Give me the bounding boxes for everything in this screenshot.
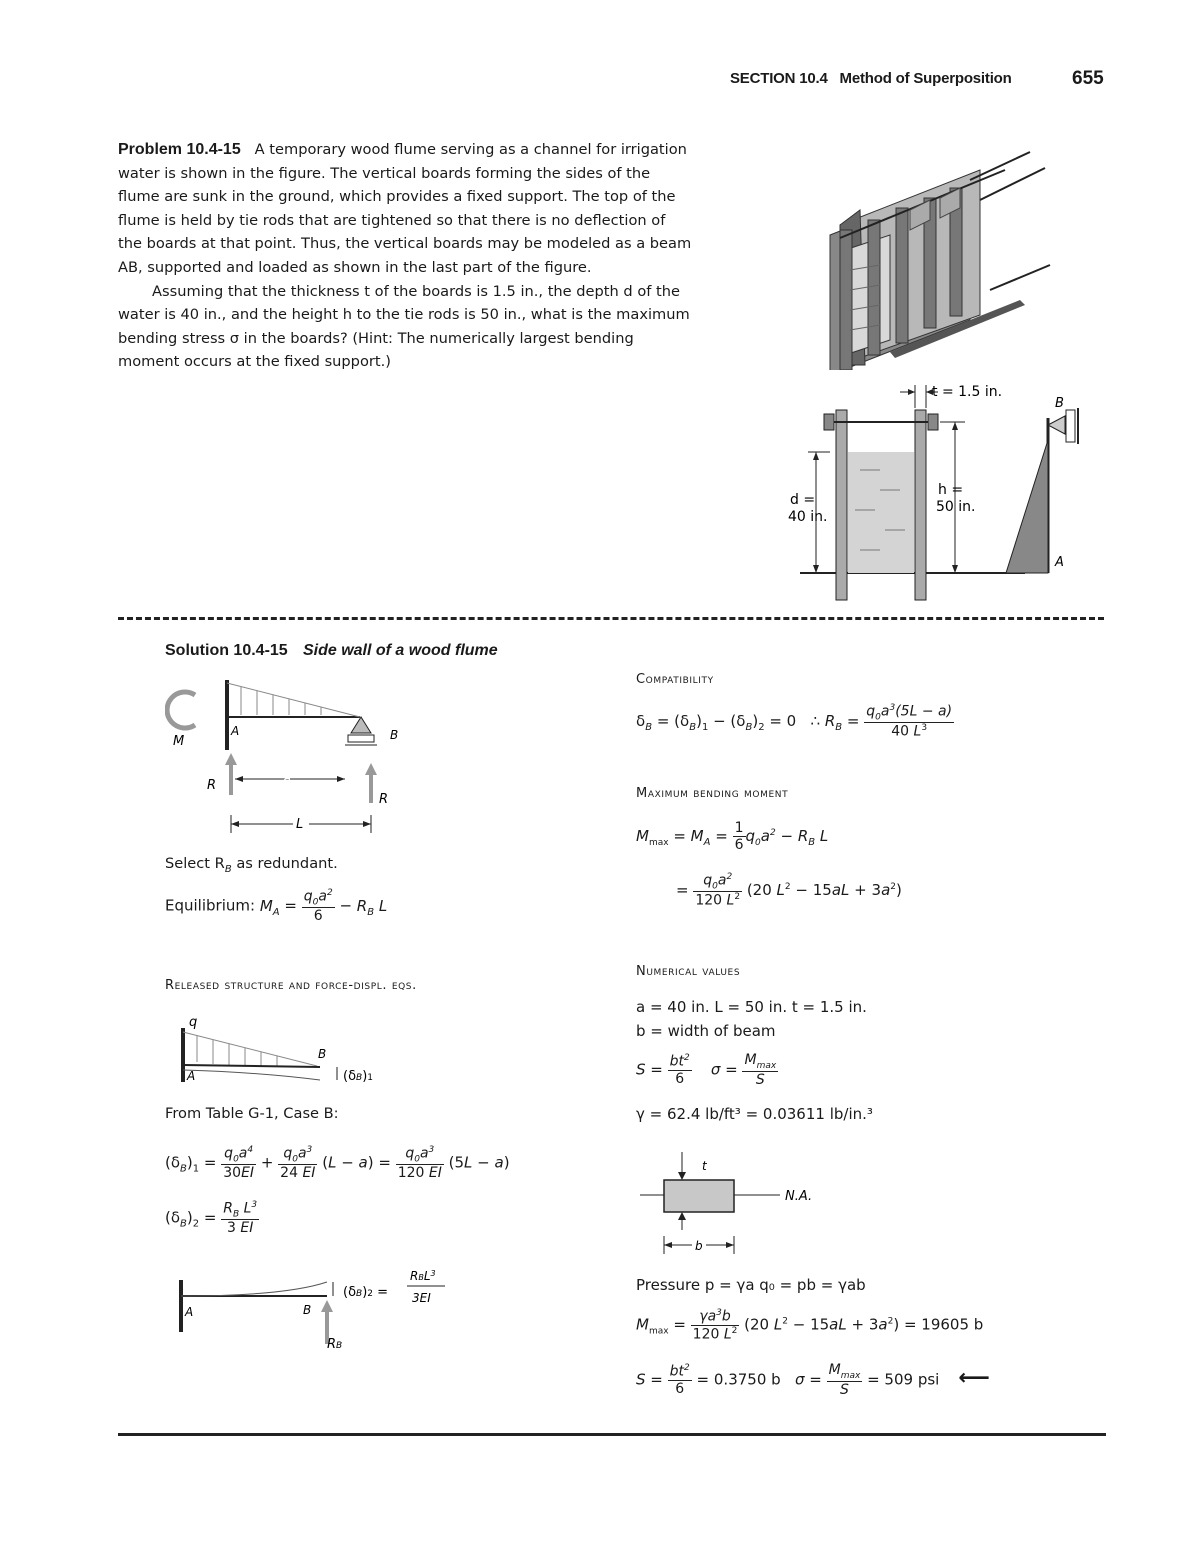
t-label: t = 1.5 in. bbox=[932, 384, 1003, 400]
section-modulus-definition: S = $\frac{bt^2}{6}$ σ = $\frac{M_{max}}{S}$ bbox=[636, 1052, 777, 1088]
svg-text:(δB)1: (δB)1 bbox=[343, 1069, 374, 1084]
from-table: From Table G-1, Case B: bbox=[165, 1105, 339, 1122]
label-a: A bbox=[231, 724, 240, 738]
numerical-values-line: a = 40 in. L = 50 in. t = 1.5 in. bbox=[636, 998, 867, 1016]
problem-statement bbox=[118, 138, 693, 374]
label-ma: M bbox=[173, 734, 185, 749]
h-value: 50 in. bbox=[936, 499, 976, 515]
equilibrium-equation: Equilibrium: $M_A$ = $\frac{q_0a^2}{6}$ − $R_B$ L bbox=[165, 888, 388, 925]
select-redundant: Select $R_B$ as redundant. bbox=[165, 855, 338, 875]
width-definition: b = width of beam bbox=[636, 1022, 776, 1040]
left-board bbox=[836, 410, 847, 600]
stress-result-line: S = $\frac{bt^2}{6}$ = 0.3750 b σ = $\frac{M_{max}}{S}$ = 509 psi ⟵ bbox=[636, 1362, 990, 1398]
beam-point-b: B bbox=[1055, 396, 1064, 411]
roller-support bbox=[351, 717, 371, 733]
bottom-rule bbox=[118, 1433, 1106, 1436]
label-b-dim: b bbox=[695, 1239, 703, 1253]
label-ra: R bbox=[207, 778, 217, 793]
svg-text:A: A bbox=[185, 1305, 194, 1319]
svg-text:(δB)2 =: (δB)2 = bbox=[343, 1285, 389, 1300]
svg-text:A: A bbox=[187, 1069, 196, 1083]
water-region bbox=[848, 452, 914, 573]
svg-text:B: B bbox=[303, 1303, 312, 1317]
deflection-1-equation: $(\delta_B)_1$ = $\frac{q_0a^4}{30EI}$ + $\frac{q_0a^3}{24 EI}$ (L − a) = $\frac{q_0a^3}{120 EI}$ (5L − a) bbox=[165, 1145, 510, 1182]
flume-illustration bbox=[820, 140, 1060, 370]
compatibility-equation: $\delta_B = (\delta_B)_1 - (\delta_B)_2 = 0$ ∴ $R_B$ = $\frac{q_0a^3(5L - a)}{40 L^3}$ bbox=[636, 703, 953, 741]
beam-diagram-redundant bbox=[165, 1262, 465, 1357]
stress-result: = 509 psi bbox=[867, 1370, 940, 1389]
numerical-heading: Numerical values bbox=[636, 964, 741, 979]
d-value: 40 in. bbox=[788, 509, 828, 525]
solution-title: Side wall of a wood flume bbox=[302, 642, 498, 659]
label-a-dim: a bbox=[283, 772, 291, 787]
flume-cross-section bbox=[780, 380, 1100, 605]
label-t: t bbox=[702, 1159, 707, 1173]
h-label: h = bbox=[938, 482, 964, 498]
problem-paragraph-2: Assuming that the thickness t of the boards is 1.5 in., the depth d of the water is 40 in., and the height h to the tie rods is 50 in., what is the maximum bending stress σ in the boards? (Hint: The numerically largest bending moment occurs at the fixed support.) bbox=[118, 282, 690, 371]
max-moment-heading: Maximum bending moment bbox=[636, 786, 789, 801]
section-number: SECTION 10.4 bbox=[730, 70, 828, 87]
max-moment-numerical: $M_{max}$ = $\frac{\gamma a^3b}{120 L^2}$ (20 $L^2 - 15aL + 3a^2) = 19605$ b bbox=[636, 1308, 984, 1343]
running-header bbox=[730, 70, 1012, 87]
label-l-dim: L bbox=[296, 817, 304, 832]
beam-diagram-main bbox=[165, 675, 425, 845]
solution-heading bbox=[165, 640, 498, 660]
problem-label: Problem 10.4-15 bbox=[118, 141, 241, 158]
released-heading: Released structure and force-displ. eqs. bbox=[165, 978, 417, 993]
d-label: d = bbox=[790, 492, 816, 508]
load-triangle bbox=[1006, 440, 1048, 573]
pressure-line: Pressure p = γa q₀ = pb = γab bbox=[636, 1276, 866, 1294]
max-moment-equation-1: $M_{max} = M_A$ = $\frac{1}{6}$ $q_0a^2 - R_B$ L bbox=[636, 820, 829, 853]
beam-point-a: A bbox=[1055, 555, 1064, 570]
svg-text:RB: RB bbox=[327, 1337, 343, 1352]
label-rb: R bbox=[379, 792, 389, 807]
moment-result: = 19605 b bbox=[903, 1315, 984, 1334]
section-modulus-result: = 0.3750 b bbox=[696, 1370, 781, 1389]
deflection-2-equation: $(\delta_B)_2$ = $\frac{R_B L^3}{3 EI}$ bbox=[165, 1200, 258, 1237]
right-board bbox=[915, 410, 926, 600]
answer-arrow-icon: ⟵ bbox=[958, 1365, 990, 1391]
neutral-axis-label: N.A. bbox=[785, 1189, 813, 1204]
label-b: B bbox=[390, 728, 399, 742]
svg-text:RBL3: RBL$^3$ bbox=[410, 1269, 436, 1283]
solution-label: Solution 10.4-15 bbox=[165, 642, 288, 659]
section-title: Method of Superposition bbox=[839, 70, 1012, 87]
problem-paragraph-1: A temporary wood flume serving as a channel for irrigation water is shown in the figure. The vertical boards forming the sides of the flume are sunk in the ground, which provides a fixed support. The top of the flume is held by tie rods that are tightened so that there is no deflection of the boards at that point. Thus, the vertical boards may be modeled as a beam AB, supported and loaded as shown in the last part of the figure. bbox=[118, 141, 692, 276]
beam-diagram-released bbox=[165, 1010, 425, 1090]
compatibility-heading: Compatibility bbox=[636, 672, 714, 687]
unit-weight-line: γ = 62.4 lb/ft³ = 0.03611 lb/in.³ bbox=[636, 1105, 873, 1123]
svg-text:3EI: 3EI bbox=[412, 1291, 431, 1305]
section-divider bbox=[118, 617, 1104, 620]
page-number: 655 bbox=[1072, 68, 1104, 89]
max-moment-equation-2: = $\frac{q_0a^2}{120 L^2}$ (20 $L^2 - 15aL + 3a^2$) bbox=[676, 872, 902, 910]
label-q0: q bbox=[189, 1015, 198, 1030]
moment-arrow bbox=[167, 692, 195, 728]
svg-text:B: B bbox=[318, 1047, 327, 1061]
cross-section-diagram bbox=[640, 1150, 820, 1260]
